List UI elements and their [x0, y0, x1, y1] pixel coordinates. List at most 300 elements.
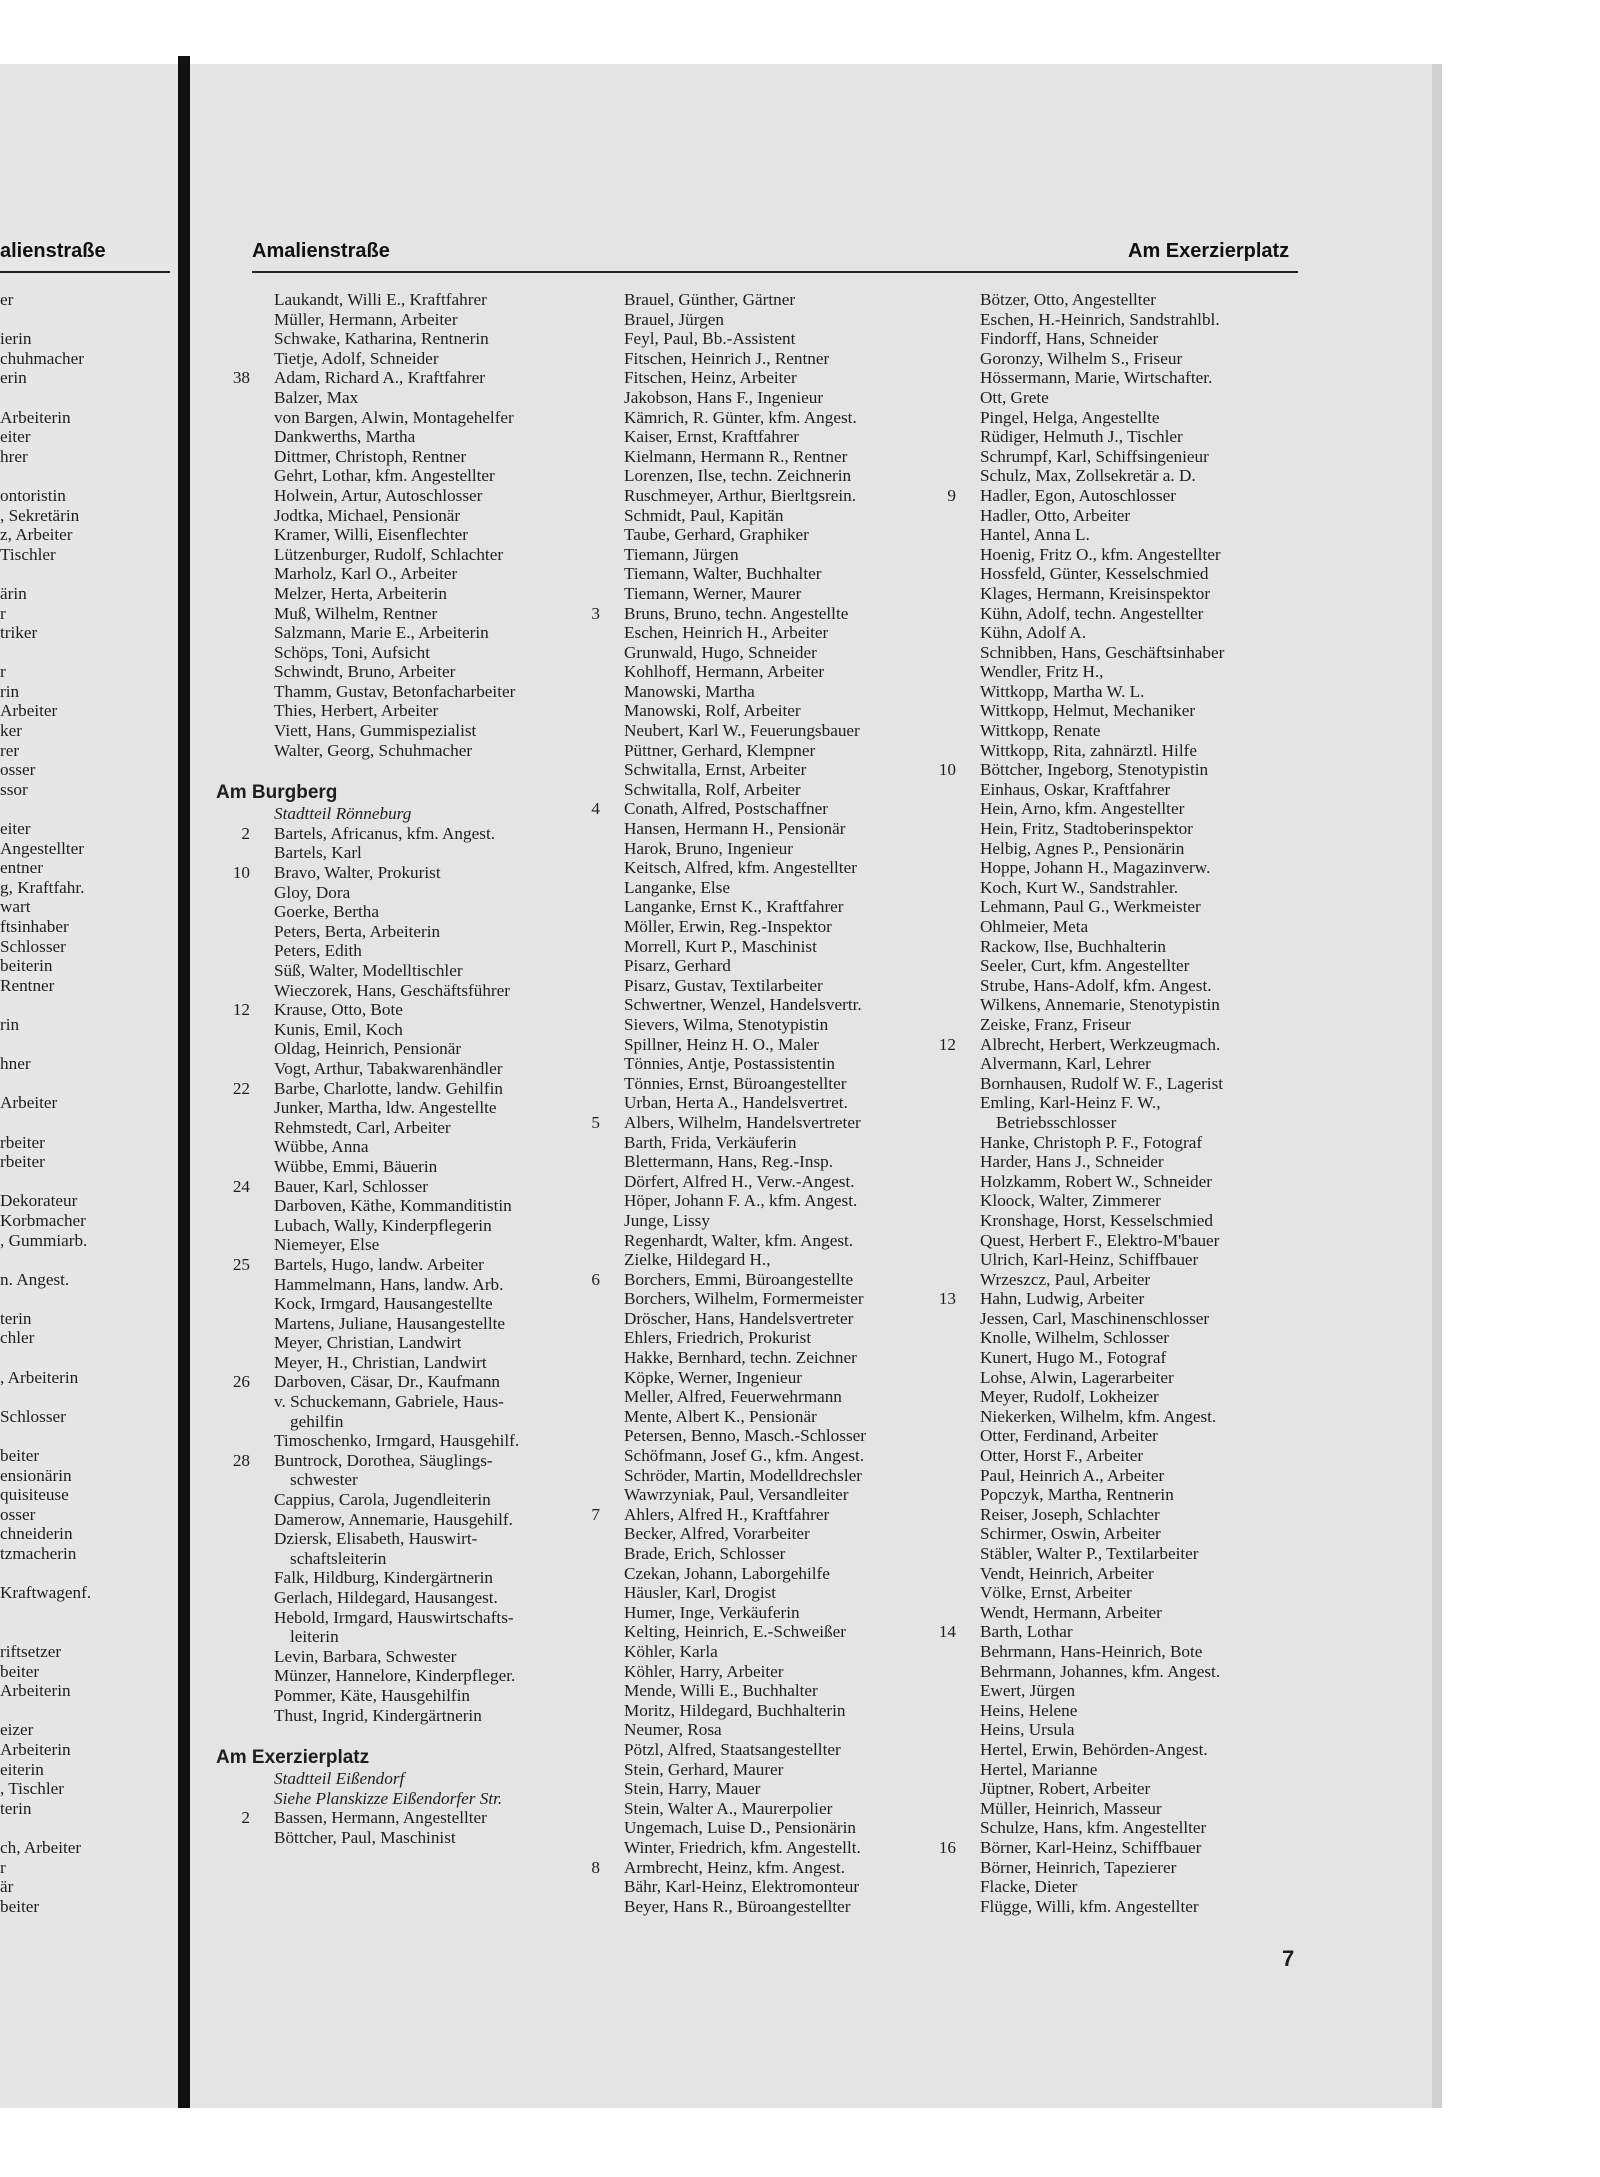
house-number: 12	[938, 1034, 956, 1054]
resident-entry	[918, 819, 1224, 839]
resident-entry	[212, 525, 519, 545]
resident-text: Melzer, Herta, Arbeiterin	[274, 583, 448, 603]
resident-entry	[918, 1387, 1224, 1407]
house-number	[918, 564, 980, 584]
house-number	[918, 1466, 980, 1486]
house-number	[212, 329, 274, 349]
resident-entry	[562, 1387, 866, 1407]
house-number	[562, 662, 624, 682]
left-page-line: hrer	[0, 446, 28, 466]
left-page-line: r	[0, 603, 6, 623]
resident-text: Börner, Karl-Heinz, Schiffbauer	[980, 1837, 1202, 1857]
resident-text: Borchers, Wilhelm, Formermeister	[624, 1289, 864, 1309]
house-number	[562, 1309, 624, 1329]
resident-entry	[212, 1275, 519, 1295]
resident-text: Kühn, Adolf A.	[980, 623, 1086, 643]
house-number	[562, 1720, 624, 1740]
house-number	[918, 1250, 980, 1270]
left-page-line: beiter	[0, 1446, 40, 1466]
house-number	[562, 1250, 624, 1270]
resident-text: Ewert, Jürgen	[980, 1681, 1076, 1701]
left-page-line: terin	[0, 1308, 32, 1328]
resident-text: Schwitalla, Ernst, Arbeiter	[624, 760, 807, 780]
house-number: 3	[591, 603, 600, 623]
resident-entry	[918, 858, 1224, 878]
resident-text: Hakke, Bernhard, techn. Zeichner	[624, 1348, 857, 1368]
house-number	[918, 290, 980, 310]
left-page-line	[0, 1289, 91, 1309]
resident-entry	[918, 1074, 1224, 1094]
left-page-line	[0, 1074, 91, 1094]
resident-entry	[918, 623, 1224, 643]
resident-entry	[562, 1485, 866, 1505]
resident-text: Holwein, Artur, Autoschlosser	[274, 485, 483, 505]
resident-entry	[918, 329, 1224, 349]
resident-entry	[562, 1524, 866, 1544]
left-page-line: z, Arbeiter	[0, 525, 73, 545]
running-header-left: Amalienstraße	[252, 240, 390, 262]
resident-entry	[918, 839, 1224, 859]
left-page-line: ssor	[0, 779, 28, 799]
house-number	[918, 937, 980, 957]
house-number	[562, 1407, 624, 1427]
house-number	[212, 1529, 274, 1549]
resident-entry	[918, 1877, 1224, 1897]
house-number	[212, 1275, 274, 1295]
house-number	[918, 310, 980, 330]
resident-text: Vogt, Arthur, Tabakwarenhändler	[274, 1058, 503, 1078]
resident-text: Pingel, Helga, Angestellte	[980, 407, 1160, 427]
resident-text: Rüdiger, Helmuth J., Tischler	[980, 427, 1183, 447]
house-number	[562, 1035, 624, 1055]
resident-text: Hahn, Ludwig, Arbeiter	[980, 1289, 1145, 1309]
house-number	[918, 584, 980, 604]
resident-text: Stein, Harry, Mauer	[624, 1779, 761, 1799]
resident-entry	[918, 1603, 1224, 1623]
left-page-line: osser	[0, 760, 36, 780]
resident-entry	[562, 1093, 866, 1113]
resident-entry	[562, 917, 866, 937]
resident-text: Wübbe, Emmi, Bäuerin	[274, 1156, 438, 1176]
resident-entry	[918, 388, 1224, 408]
resident-text: Neumer, Rosa	[624, 1720, 722, 1740]
house-number	[562, 760, 624, 780]
house-number	[918, 976, 980, 996]
house-number: 26	[232, 1372, 250, 1392]
resident-text: Peters, Berta, Arbeiterin	[274, 921, 441, 941]
house-number	[562, 368, 624, 388]
resident-text: Darboven, Käthe, Kommanditistin	[274, 1196, 512, 1216]
house-number	[212, 1666, 274, 1686]
resident-text: Otter, Horst F., Arbeiter	[980, 1446, 1144, 1466]
house-number	[562, 1172, 624, 1192]
resident-entry	[212, 1808, 519, 1828]
resident-entry	[918, 1250, 1224, 1270]
house-number	[562, 1466, 624, 1486]
resident-text: Münzer, Hannelore, Kinderpfleger.	[274, 1666, 516, 1686]
house-number	[918, 1818, 980, 1838]
left-page-line: riftsetzer	[0, 1641, 62, 1661]
street-heading: Am Exerzierplatz	[216, 1747, 370, 1769]
house-number: 25	[232, 1254, 250, 1274]
resident-text: Ruschmeyer, Arthur, Bierltgsrein.	[624, 485, 857, 505]
house-number	[918, 721, 980, 741]
house-number	[212, 1353, 274, 1373]
house-number	[212, 1412, 274, 1432]
resident-entry	[212, 1039, 519, 1059]
house-number: 12	[232, 1000, 250, 1020]
resident-text: Muß, Wilhelm, Rentner	[274, 603, 438, 623]
resident-entry	[212, 1451, 519, 1471]
house-number	[212, 682, 274, 702]
house-number	[212, 922, 274, 942]
resident-text: Kämrich, R. Günter, kfm. Angest.	[624, 407, 857, 427]
house-number	[562, 1074, 624, 1094]
resident-entry	[918, 447, 1224, 467]
house-number	[918, 466, 980, 486]
left-page-line: Rentner	[0, 975, 55, 995]
resident-entry	[212, 1490, 519, 1510]
resident-entry	[918, 1035, 1224, 1055]
resident-entry	[212, 408, 519, 428]
resident-text: Flügge, Willi, kfm. Angestellter	[980, 1896, 1199, 1916]
house-number	[212, 883, 274, 903]
resident-text: Kelting, Heinrich, E.-Schweißer	[624, 1622, 846, 1642]
resident-entry	[212, 310, 519, 330]
resident-text: Wilkens, Annemarie, Stenotypistin	[980, 995, 1220, 1015]
house-number	[562, 1133, 624, 1153]
resident-entry	[918, 604, 1224, 624]
house-number	[918, 1446, 980, 1466]
resident-text: Lohse, Alwin, Lagerarbeiter	[980, 1367, 1174, 1387]
house-number	[562, 1799, 624, 1819]
house-number	[562, 1191, 624, 1211]
resident-text: Moritz, Hildegard, Buchhalterin	[624, 1700, 846, 1720]
left-page-line: Kraftwagenf.	[0, 1583, 92, 1603]
resident-entry	[918, 1015, 1224, 1035]
resident-text: Pisarz, Gustav, Textilarbeiter	[624, 975, 823, 995]
house-number	[562, 1446, 624, 1466]
house-number	[212, 1549, 274, 1569]
resident-text: Holzkamm, Robert W., Schneider	[980, 1171, 1212, 1191]
house-number	[562, 1231, 624, 1251]
resident-text: Urban, Herta A., Handelsvertret.	[624, 1093, 848, 1113]
resident-text: Ahlers, Alfred H., Kraftfahrer	[624, 1504, 830, 1524]
house-number: 28	[232, 1450, 250, 1470]
house-number	[918, 878, 980, 898]
resident-text: Wrzeszcz, Paul, Arbeiter	[980, 1269, 1151, 1289]
left-page-line: terin	[0, 1798, 32, 1818]
resident-entry	[212, 1568, 519, 1588]
house-number	[918, 1681, 980, 1701]
house-number	[918, 1877, 980, 1897]
resident-entry	[562, 956, 866, 976]
resident-text: Hadler, Otto, Arbeiter	[980, 505, 1131, 525]
left-page-line: er	[0, 290, 14, 309]
resident-entry	[562, 1505, 866, 1525]
house-number: 38	[232, 368, 250, 388]
house-number	[918, 388, 980, 408]
left-page-line	[0, 1603, 91, 1623]
house-number	[562, 1289, 624, 1309]
resident-entry	[212, 1470, 519, 1490]
resident-entry	[562, 1622, 866, 1642]
house-number	[918, 1583, 980, 1603]
resident-text: Bartels, Africanus, kfm. Angest.	[274, 823, 496, 843]
left-page-line: beiter	[0, 1661, 40, 1681]
resident-text: Tönnies, Antje, Postassistentin	[624, 1054, 836, 1074]
resident-entry	[212, 863, 519, 883]
resident-text: Kronshage, Horst, Kesselschmied	[980, 1210, 1213, 1230]
resident-entry	[918, 1564, 1224, 1584]
resident-entry	[562, 1760, 866, 1780]
resident-entry	[562, 1426, 866, 1446]
resident-entry	[918, 1054, 1224, 1074]
house-number	[918, 1368, 980, 1388]
resident-entry	[562, 1407, 866, 1427]
resident-text: Balzer, Max	[274, 387, 359, 407]
house-number	[562, 976, 624, 996]
resident-text: Jessen, Carl, Maschinenschlosser	[980, 1308, 1210, 1328]
house-number	[562, 917, 624, 937]
house-number	[562, 349, 624, 369]
resident-entry	[212, 1079, 519, 1099]
resident-entry	[918, 310, 1224, 330]
resident-entry	[562, 1858, 866, 1878]
resident-entry	[918, 1348, 1224, 1368]
left-page-line: Arbeiter	[0, 701, 58, 721]
resident-entry	[918, 584, 1224, 604]
resident-text: Seeler, Curt, kfm. Angestellter	[980, 956, 1190, 976]
resident-text: Findorff, Hans, Schneider	[980, 329, 1159, 349]
resident-entry	[212, 1137, 519, 1157]
resident-entry	[562, 623, 866, 643]
house-number: 2	[241, 823, 250, 843]
resident-text: Ohlmeier, Meta	[980, 917, 1089, 936]
resident-text: Conath, Alfred, Postschaffner	[624, 799, 828, 819]
resident-entry	[212, 1059, 519, 1079]
resident-text: Betriebsschlosser	[996, 1112, 1117, 1132]
resident-entry	[212, 1177, 519, 1197]
resident-text: Neubert, Karl W., Feuerungsbauer	[624, 721, 860, 741]
resident-text: Häusler, Karl, Drogist	[624, 1583, 777, 1603]
resident-entry	[562, 1348, 866, 1368]
house-number	[918, 1760, 980, 1780]
resident-entry	[562, 1603, 866, 1623]
house-number	[918, 1152, 980, 1172]
left-page-line: entner	[0, 858, 43, 878]
house-number	[562, 1152, 624, 1172]
house-number	[212, 1608, 274, 1628]
resident-text: Möller, Erwin, Reg.-Inspektor	[624, 917, 832, 936]
resident-entry	[562, 1642, 866, 1662]
resident-text: Zielke, Hildegard H.,	[624, 1250, 771, 1270]
resident-text: Müller, Heinrich, Masseur	[980, 1798, 1162, 1818]
resident-entry	[918, 545, 1224, 565]
resident-entry	[918, 486, 1224, 506]
house-number	[918, 1074, 980, 1094]
left-page-line: eizer	[0, 1720, 34, 1740]
resident-entry	[212, 1549, 519, 1569]
resident-entry	[562, 427, 866, 447]
resident-entry	[918, 1583, 1224, 1603]
resident-text: Püttner, Gerhard, Klempner	[624, 740, 816, 760]
resident-entry	[212, 1647, 519, 1667]
house-number	[918, 525, 980, 545]
resident-entry	[918, 1681, 1224, 1701]
house-number	[562, 329, 624, 349]
resident-entry	[562, 1897, 866, 1917]
house-number	[562, 643, 624, 663]
house-number	[562, 290, 624, 310]
resident-entry	[918, 937, 1224, 957]
resident-entry	[918, 976, 1224, 996]
resident-entry	[918, 1858, 1224, 1878]
resident-entry	[918, 1760, 1224, 1780]
left-page-line: rbeiter	[0, 1132, 45, 1152]
left-page-line: osser	[0, 1504, 36, 1524]
resident-entry	[562, 1446, 866, 1466]
resident-text: Schröder, Martin, Modelldrechsler	[624, 1465, 862, 1485]
resident-entry	[918, 956, 1224, 976]
house-number	[562, 1485, 624, 1505]
house-number	[918, 682, 980, 702]
house-number	[562, 858, 624, 878]
resident-entry	[212, 1098, 519, 1118]
house-number	[918, 1191, 980, 1211]
left-page-line: rbeiter	[0, 1152, 45, 1172]
resident-entry	[562, 506, 866, 526]
left-page-line: quisiteuse	[0, 1485, 69, 1505]
resident-entry	[562, 799, 866, 819]
resident-entry	[562, 780, 866, 800]
left-page-line: chneiderin	[0, 1524, 73, 1544]
left-page-line: r	[0, 662, 6, 682]
resident-text: Mente, Albert K., Pensionär	[624, 1406, 817, 1426]
resident-text: Barbe, Charlotte, landw. Gehilfin	[274, 1078, 503, 1098]
left-page-line	[0, 1426, 91, 1446]
house-number	[918, 545, 980, 565]
left-page-line	[0, 799, 91, 819]
resident-text: Marholz, Karl O., Arbeiter	[274, 564, 458, 584]
resident-text: Goerke, Bertha	[274, 902, 379, 922]
left-page-line: eiter	[0, 427, 31, 447]
resident-text: Popczyk, Martha, Rentnerin	[980, 1485, 1174, 1505]
house-number	[918, 643, 980, 663]
resident-entry	[562, 486, 866, 506]
resident-text: Regenhardt, Walter, kfm. Angest.	[624, 1230, 854, 1250]
resident-text: Bravo, Walter, Prokurist	[274, 863, 441, 883]
house-number	[918, 1113, 980, 1133]
resident-text: Köhler, Karla	[624, 1641, 718, 1661]
resident-text: Becker, Alfred, Vorarbeiter	[624, 1524, 810, 1544]
house-number	[212, 1196, 274, 1216]
house-number: 13	[938, 1289, 956, 1309]
house-number	[562, 1681, 624, 1701]
resident-text: Brauel, Günther, Gärtner	[624, 290, 796, 309]
resident-entry	[212, 922, 519, 942]
resident-entry	[562, 839, 866, 859]
house-number	[918, 799, 980, 819]
house-number	[562, 1093, 624, 1113]
resident-text: Pisarz, Gerhard	[624, 956, 731, 976]
resident-entry	[562, 1054, 866, 1074]
left-page-line: triker	[0, 623, 38, 643]
house-number	[562, 506, 624, 526]
resident-text: Paul, Heinrich A., Arbeiter	[980, 1465, 1165, 1485]
house-number	[918, 1740, 980, 1760]
house-number	[212, 701, 274, 721]
left-page-line: beiterin	[0, 956, 53, 976]
left-page-line: tzmacherin	[0, 1544, 77, 1563]
resident-entry	[212, 662, 519, 682]
house-number	[212, 1568, 274, 1588]
house-number	[562, 408, 624, 428]
resident-entry	[918, 1289, 1224, 1309]
house-number	[212, 902, 274, 922]
house-number	[212, 1706, 274, 1726]
left-page-line: eiter	[0, 819, 31, 839]
resident-text: Lehmann, Paul G., Werkmeister	[980, 897, 1201, 917]
house-number	[212, 623, 274, 643]
resident-entry	[212, 545, 519, 565]
resident-entry	[918, 1505, 1224, 1525]
house-number	[212, 466, 274, 486]
resident-entry	[918, 506, 1224, 526]
house-number	[212, 310, 274, 330]
left-page-line: wart	[0, 897, 31, 917]
resident-text: Otter, Ferdinand, Arbeiter	[980, 1426, 1158, 1446]
left-page-line	[0, 1564, 91, 1584]
resident-entry	[918, 741, 1224, 761]
resident-text: Martens, Juliane, Hausangestellte	[274, 1313, 506, 1333]
resident-entry	[562, 741, 866, 761]
house-number	[562, 1426, 624, 1446]
resident-text: Kock, Irmgard, Hausangestellte	[274, 1294, 493, 1314]
resident-entry	[212, 1000, 519, 1020]
resident-entry	[562, 310, 866, 330]
resident-entry	[562, 1740, 866, 1760]
house-number	[212, 1294, 274, 1314]
house-number	[562, 1838, 624, 1858]
resident-text: Armbrecht, Heinz, kfm. Angest.	[624, 1857, 845, 1877]
resident-entry	[212, 349, 519, 369]
resident-text: Bruns, Bruno, techn. Angestellte	[624, 603, 849, 623]
resident-entry	[562, 1015, 866, 1035]
resident-entry	[212, 427, 519, 447]
resident-text: Dankwerths, Martha	[274, 427, 416, 447]
resident-text: Gloy, Dora	[274, 882, 351, 902]
page-number: 7	[1282, 1946, 1295, 1971]
house-number	[212, 941, 274, 961]
resident-text: Behrmann, Johannes, kfm. Angest.	[980, 1661, 1221, 1681]
resident-entry	[212, 466, 519, 486]
resident-text: Laukandt, Willi E., Kraftfahrer	[274, 290, 487, 309]
resident-entry	[212, 843, 519, 863]
left-page-line	[0, 564, 91, 584]
resident-text: Höper, Johann F. A., kfm. Angest.	[624, 1191, 858, 1211]
resident-text: Niemeyer, Else	[274, 1235, 380, 1255]
resident-entry	[562, 1270, 866, 1290]
house-number	[562, 897, 624, 917]
resident-entry	[212, 623, 519, 643]
house-number: 22	[232, 1078, 250, 1098]
resident-entry	[918, 466, 1224, 486]
left-page-line: är	[0, 1877, 14, 1897]
directory-column-1	[212, 290, 519, 1848]
street-heading: Am Burgberg	[216, 782, 338, 804]
resident-entry	[918, 564, 1224, 584]
